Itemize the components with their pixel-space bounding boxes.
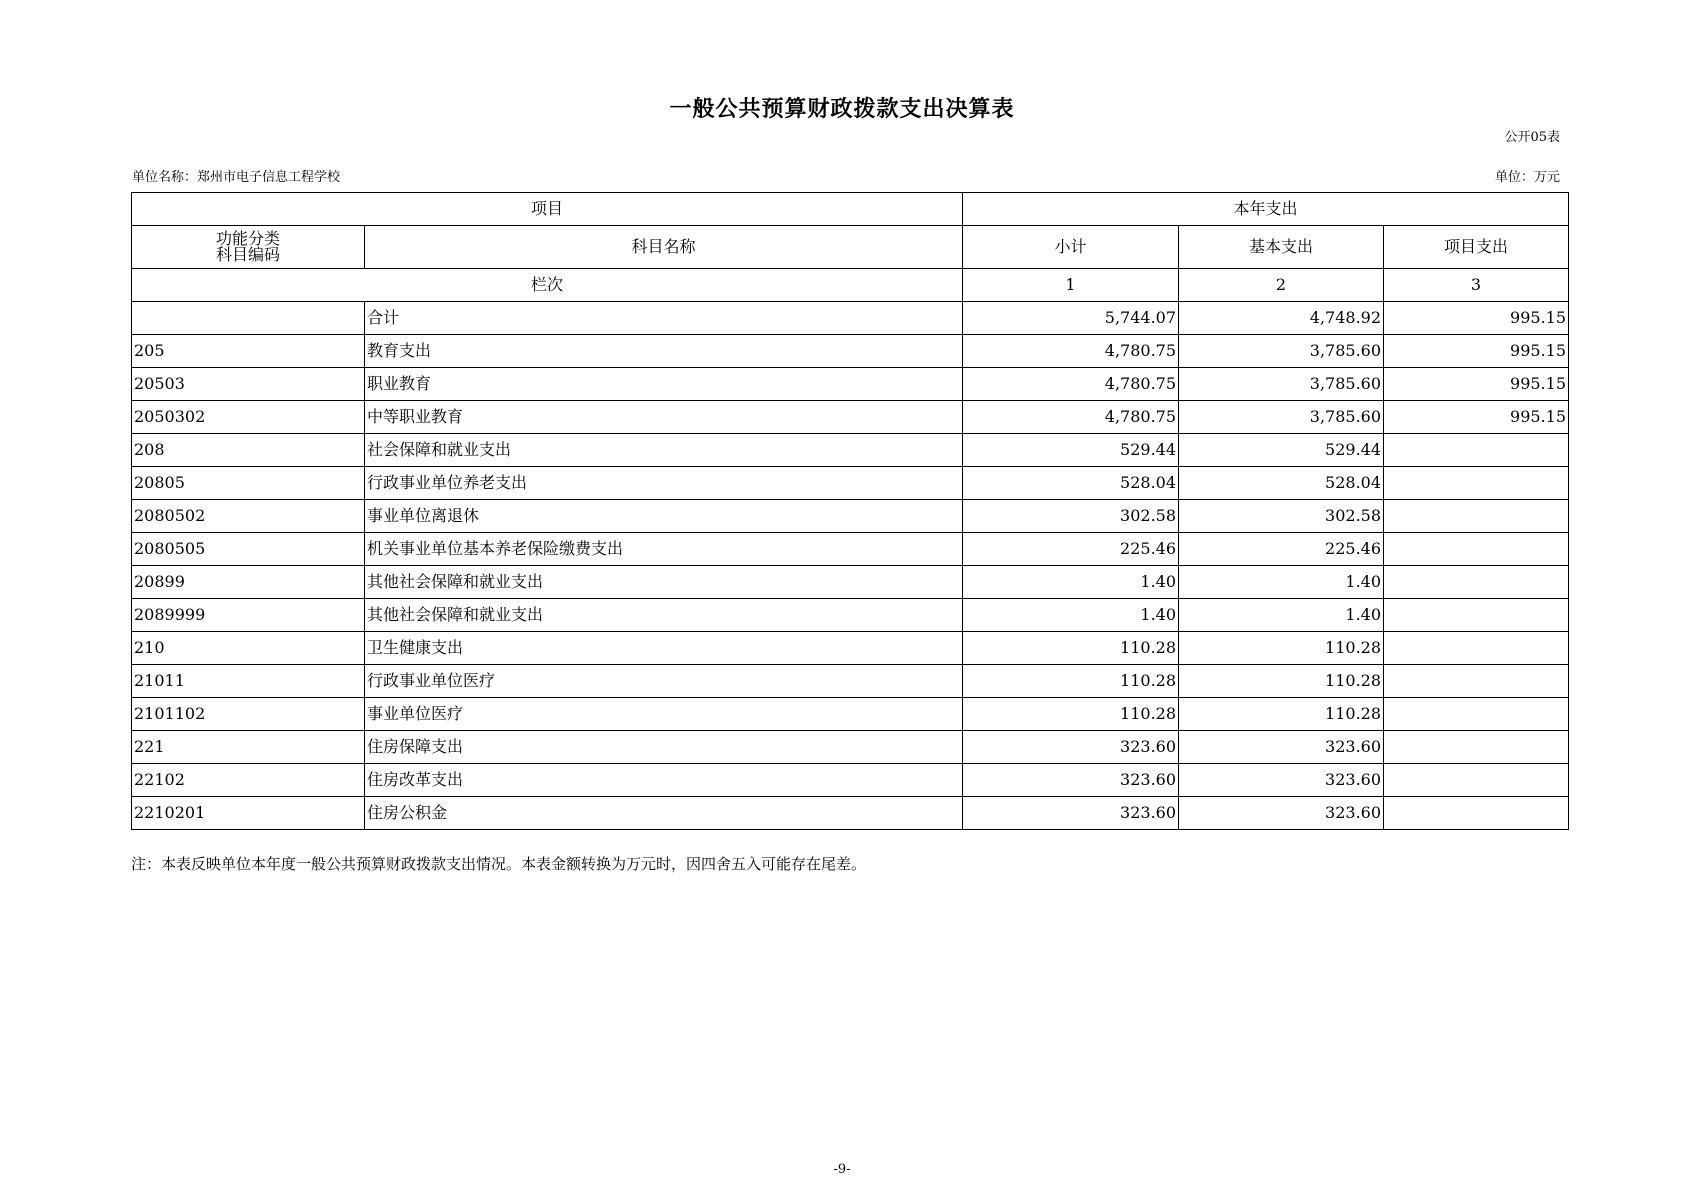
header-subject-code: 科目编码 xyxy=(215,245,280,264)
row-project xyxy=(1384,632,1569,665)
table-row xyxy=(132,797,1569,830)
row-subtotal: 302.58 xyxy=(963,500,1179,533)
row-name: 其他社会保障和就业支出 xyxy=(365,566,963,599)
row-code: 208 xyxy=(132,434,365,467)
row-code: 205 xyxy=(132,335,365,368)
table-row xyxy=(132,566,1569,599)
table-row xyxy=(132,500,1569,533)
row-basic: 529.44 xyxy=(1179,434,1384,467)
header-func-class: 功能分类 xyxy=(215,229,280,248)
row-name: 事业单位医疗 xyxy=(365,698,963,731)
row-basic: 323.60 xyxy=(1179,731,1384,764)
row-code: 2080505 xyxy=(132,533,365,566)
row-project: 995.15 xyxy=(1384,335,1569,368)
row-code: 20805 xyxy=(132,467,365,500)
header-current-year: 本年支出 xyxy=(963,193,1569,226)
row-subtotal: 4,780.75 xyxy=(963,368,1179,401)
row-basic: 110.28 xyxy=(1179,698,1384,731)
row-name: 卫生健康支出 xyxy=(365,632,963,665)
table-row xyxy=(132,335,1569,368)
row-code: 2089999 xyxy=(132,599,365,632)
table-row xyxy=(132,599,1569,632)
row-name: 事业单位离退休 xyxy=(365,500,963,533)
row-code: 210 xyxy=(132,632,365,665)
page-number: -9- xyxy=(833,1162,851,1177)
row-project xyxy=(1384,533,1569,566)
row-code: 221 xyxy=(132,731,365,764)
row-name: 住房改革支出 xyxy=(365,764,963,797)
row-name: 机关事业单位基本养老保险缴费支出 xyxy=(365,533,963,566)
row-subtotal: 528.04 xyxy=(963,467,1179,500)
row-code: 20899 xyxy=(132,566,365,599)
header-subject-name: 科目名称 xyxy=(365,226,963,269)
expenditure-table xyxy=(131,192,1569,830)
row-name: 合计 xyxy=(365,302,963,335)
row-code: 2050302 xyxy=(132,401,365,434)
row-name: 教育支出 xyxy=(365,335,963,368)
row-basic: 3,785.60 xyxy=(1179,401,1384,434)
row-basic: 323.60 xyxy=(1179,764,1384,797)
row-subtotal: 110.28 xyxy=(963,698,1179,731)
row-subtotal: 1.40 xyxy=(963,599,1179,632)
table-row xyxy=(132,434,1569,467)
row-project xyxy=(1384,731,1569,764)
table-row xyxy=(132,731,1569,764)
table-row xyxy=(132,764,1569,797)
row-project xyxy=(1384,500,1569,533)
unit-name: 单位名称：郑州市电子信息工程学校 xyxy=(132,170,341,185)
table-row xyxy=(132,302,1569,335)
table-row xyxy=(132,533,1569,566)
row-project xyxy=(1384,599,1569,632)
row-project xyxy=(1384,698,1569,731)
footnote: 注：本表反映单位本年度一般公共预算财政拨款支出情况。本表金额转换为万元时，因四舍五入可能存在尾差。 xyxy=(131,855,867,873)
row-basic: 110.28 xyxy=(1179,665,1384,698)
row-code: 20503 xyxy=(132,368,365,401)
table-row xyxy=(132,632,1569,665)
row-basic: 1.40 xyxy=(1179,599,1384,632)
row-basic: 225.46 xyxy=(1179,533,1384,566)
row-subtotal: 4,780.75 xyxy=(963,401,1179,434)
row-project xyxy=(1384,665,1569,698)
row-code: 2101102 xyxy=(132,698,365,731)
row-project xyxy=(1384,566,1569,599)
row-basic: 1.40 xyxy=(1179,566,1384,599)
row-code: 21011 xyxy=(132,665,365,698)
row-code: 22102 xyxy=(132,764,365,797)
row-project xyxy=(1384,467,1569,500)
header-row-3 xyxy=(132,269,1569,302)
row-code: 2080502 xyxy=(132,500,365,533)
row-project: 995.15 xyxy=(1384,302,1569,335)
row-subtotal: 110.28 xyxy=(963,632,1179,665)
row-name: 其他社会保障和就业支出 xyxy=(365,599,963,632)
table-row xyxy=(132,467,1569,500)
row-name: 行政事业单位养老支出 xyxy=(365,467,963,500)
row-basic: 323.60 xyxy=(1179,797,1384,830)
row-basic: 110.28 xyxy=(1179,632,1384,665)
row-basic: 302.58 xyxy=(1179,500,1384,533)
header-col3: 3 xyxy=(1384,269,1569,302)
header-col1: 1 xyxy=(963,269,1179,302)
header-col2: 2 xyxy=(1179,269,1384,302)
row-basic: 528.04 xyxy=(1179,467,1384,500)
row-basic: 3,785.60 xyxy=(1179,368,1384,401)
table-row xyxy=(132,368,1569,401)
row-subtotal: 110.28 xyxy=(963,665,1179,698)
form-number: 公开05表 xyxy=(1504,130,1560,145)
row-subtotal: 323.60 xyxy=(963,731,1179,764)
row-subtotal: 1.40 xyxy=(963,566,1179,599)
header-column-no: 栏次 xyxy=(132,269,963,302)
row-project xyxy=(1384,764,1569,797)
row-name: 职业教育 xyxy=(365,368,963,401)
row-project: 995.15 xyxy=(1384,401,1569,434)
row-project xyxy=(1384,797,1569,830)
header-project-exp: 项目支出 xyxy=(1384,226,1569,269)
page-title: 一般公共预算财政拨款支出决算表 xyxy=(669,96,1015,122)
row-basic: 3,785.60 xyxy=(1179,335,1384,368)
row-project xyxy=(1384,434,1569,467)
table-row xyxy=(132,401,1569,434)
table-row xyxy=(132,665,1569,698)
header-row-1 xyxy=(132,193,1569,226)
row-name: 住房公积金 xyxy=(365,797,963,830)
row-code: 2210201 xyxy=(132,797,365,830)
row-subtotal: 323.60 xyxy=(963,797,1179,830)
row-subtotal: 529.44 xyxy=(963,434,1179,467)
header-subtotal: 小计 xyxy=(963,226,1179,269)
row-subtotal: 323.60 xyxy=(963,764,1179,797)
row-name: 行政事业单位医疗 xyxy=(365,665,963,698)
header-basic: 基本支出 xyxy=(1179,226,1384,269)
row-subtotal: 4,780.75 xyxy=(963,335,1179,368)
header-func-class-code xyxy=(132,226,365,269)
row-subtotal: 225.46 xyxy=(963,533,1179,566)
unit-label: 单位：万元 xyxy=(1494,170,1560,185)
table-row xyxy=(132,698,1569,731)
row-code xyxy=(132,302,365,335)
row-name: 中等职业教育 xyxy=(365,401,963,434)
header-row-2 xyxy=(132,226,1569,269)
row-project: 995.15 xyxy=(1384,368,1569,401)
header-project: 项目 xyxy=(132,193,963,226)
row-name: 住房保障支出 xyxy=(365,731,963,764)
row-subtotal: 5,744.07 xyxy=(963,302,1179,335)
row-basic: 4,748.92 xyxy=(1179,302,1384,335)
row-name: 社会保障和就业支出 xyxy=(365,434,963,467)
